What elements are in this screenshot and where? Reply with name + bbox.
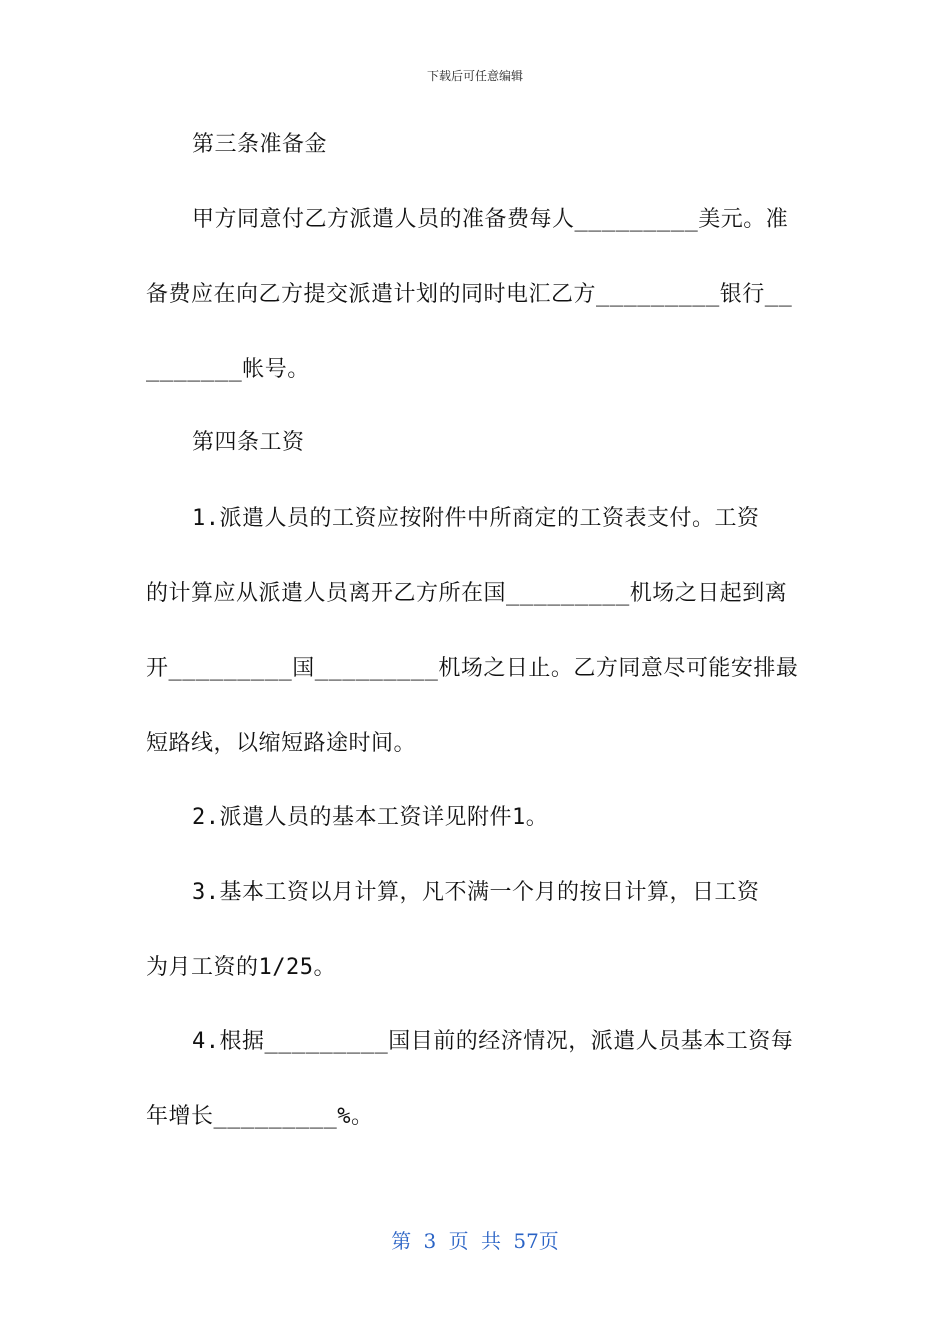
paragraph-line: 短路线，以缩短路途时间。 [146,731,417,756]
page-number: 第 3 页 共 57页 [391,1229,559,1253]
paragraph-line: 为月工资的1/25。 [146,955,336,980]
page-header: 下载后可任意编辑 [426,69,523,83]
paragraph-line: 备费应在向乙方提交派遣计划的同时电汇乙方_________银行__ [146,282,793,307]
paragraph-line: 开_________国_________机场之日止。乙方同意尽可能安排最 [146,656,799,681]
article-4-heading: 第四条工资 [192,430,305,455]
paragraph-line: 的计算应从派遣人员离开乙方所在国_________机场之日起到离 [146,581,788,606]
paragraph-line: 1.派遣人员的工资应按附件中所商定的工资表支付。工资 [192,506,760,531]
article-3-heading: 第三条准备金 [192,132,328,157]
paragraph-line: 年增长_________%。 [146,1104,374,1129]
paragraph-line: 3.基本工资以月计算，凡不满一个月的按日计算，日工资 [192,880,760,905]
paragraph-line: 4.根据_________国目前的经济情况，派遣人员基本工资每 [192,1029,794,1054]
paragraph-line: 甲方同意付乙方派遣人员的准备费每人_________美元。准 [192,207,789,232]
paragraph-line: _______帐号。 [146,357,310,382]
paragraph-line: 2.派遣人员的基本工资详见附件1。 [192,805,549,830]
